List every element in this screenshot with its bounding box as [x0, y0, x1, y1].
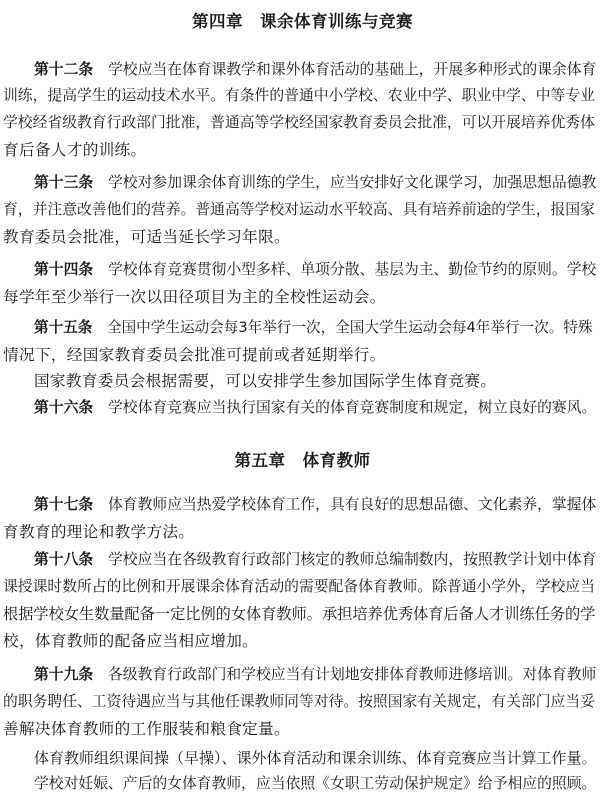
article-19-paragraph-2: 体育教师组织课间操（早操）、课外体育活动和课余训练、体育竞赛应当计算工作量。: [34, 749, 597, 767]
article-19-line-1: [34, 665, 596, 685]
article-14-line-1: [34, 260, 596, 280]
article-15-label: 第十五条: [34, 319, 93, 336]
article-19-text-1: 各级教育行政部门和学校应当有计划地安排体育教师进修培训。对体育教师: [93, 666, 597, 683]
article-17-label: 第十七条: [34, 496, 94, 513]
article-15-line-2: 情况下，经国家教育委员会批准可提前或者延期举行。: [3, 346, 386, 364]
article-15-text-1: 全国中学生运动会每3年举行一次，全国大学生运动会每4年举行一次。特殊: [92, 319, 593, 336]
article-12-line-4: 育后备人才的训练。: [3, 141, 147, 159]
article-16-line-1: [34, 398, 596, 418]
article-12-line-2: 训练，提高学生的运动技术水平。有条件的普通中小学校、农业中学、职业中学、中等专业: [3, 87, 595, 104]
article-12-line-3: 学校经省级教育行政部门批准，普通高等学校经国家教育委员会批准，可以开展培养优秀体: [3, 114, 595, 131]
article-19-line-3: 善解决体育教师的工作服装和粮食定量。: [3, 720, 290, 738]
article-18-line-3: 根据学校女生数量配备一定比例的女体育教师。承担培养优秀体育后备人才训练任务的学: [3, 605, 596, 623]
article-18-line-1: [34, 550, 596, 570]
article-12-label: 第十二条: [34, 61, 94, 78]
article-15-paragraph-2: 国家教育委员会根据需要，可以安排学生参加国际学生体育竞赛。: [34, 372, 497, 390]
article-19-label: 第十九条: [34, 666, 94, 683]
article-18-line-4: 校，体育教师的配备应当相应增加。: [3, 632, 259, 650]
chapter-5-title: 第五章 体育教师: [234, 451, 371, 470]
article-17-line-1: [34, 495, 596, 515]
article-13-line-1: [34, 173, 596, 193]
article-14-label: 第十四条: [34, 261, 94, 278]
article-16-text-1: 学校体育竞赛应当执行国家有关的体育竞赛制度和规定，树立良好的赛风。: [93, 399, 597, 416]
chapter-4-title: 第四章 课余体育训练与竞赛: [192, 12, 413, 31]
article-18-line-2: 课授课时数所占的比例和开展课余体育活动的需要配备体育教师。除普通小学外，学校应当: [3, 578, 595, 595]
article-16-label: 第十六条: [34, 399, 94, 416]
article-18-label: 第十八条: [34, 551, 94, 568]
article-19-paragraph-3: 学校对妊娠、产后的女体育教师，应当依照《女职工劳动保护规定》给予相应的照顾。: [34, 775, 597, 792]
article-13-line-2: 育，并注意改善他们的营养。普通高等学校对运动水平较高、具有培养前途的学生，报国家: [3, 201, 595, 218]
article-12-line-1: [34, 60, 596, 80]
article-13-line-3: 教育委员会批准，可适当延长学习年限。: [3, 228, 290, 246]
article-13-label: 第十三条: [34, 174, 94, 191]
article-14-text-1: 学校体育竞赛贯彻小型多样、单项分散、基层为主、勤俭节约的原则。学校: [93, 261, 597, 278]
article-17-line-2: 育教育的理论和教学方法。: [3, 523, 195, 541]
article-15-line-1: [34, 318, 593, 338]
article-13-text-1: 学校对参加课余体育训练的学生，应当安排好文化课学习，加强思想品德教: [93, 174, 597, 191]
article-14-line-2: 每学年至少举行一次以田径项目为主的全校性运动会。: [3, 288, 386, 306]
article-18-text-1: 学校应当在各级教育行政部门核定的教师总编制数内，按照教学计划中体育: [93, 551, 597, 568]
article-17-text-1: 体育教师应当热爱学校体育工作，具有良好的思想品德、文化素养，掌握体: [93, 496, 597, 513]
article-19-line-2: 的职务聘任、工资待遇应当与其他任课教师同等对待。按照国家有关规定，有关部门应当妥: [3, 693, 595, 710]
article-12-text-1: 学校应当在体育课教学和课外体育活动的基础上，开展多种形式的课余体育: [93, 61, 597, 78]
